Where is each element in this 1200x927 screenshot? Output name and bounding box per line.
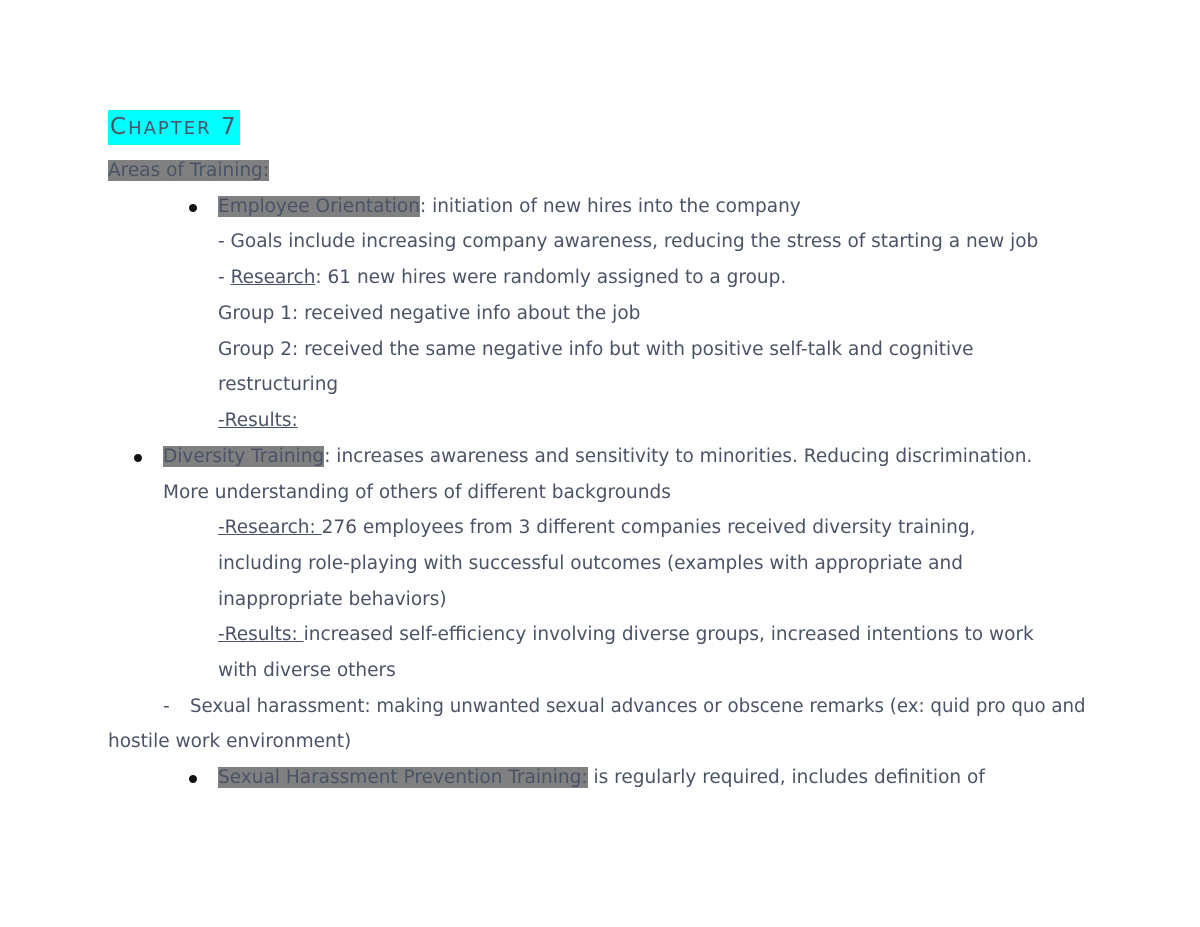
diversity-research-line1 (218, 517, 976, 539)
prevention-definition: is regularly required, includes definition of (587, 767, 985, 788)
diversity-results-line1 (218, 624, 1034, 646)
diversity-results-line2: with diverse others (218, 660, 396, 681)
diversity-term: Diversity Training (163, 446, 325, 467)
orientation-definition: : initiation of new hires into the company (419, 196, 801, 217)
orientation-research-label: Research (230, 267, 316, 288)
diversity-research-text: 276 employees from 3 different companies received diversity training, (321, 517, 976, 538)
chapter-number: 7 (220, 114, 238, 140)
prevention-item (218, 767, 985, 789)
areas-heading (108, 160, 269, 182)
diversity-results-label: -Results: (218, 624, 304, 645)
diversity-definition: : increases awareness and sensitivity to minorities. Reducing discrimination. (324, 446, 1033, 467)
bullet-icon (134, 454, 142, 462)
orientation-results (218, 410, 298, 432)
orientation-goals: - Goals include increasing company awareness, reducing the stress of starting a new job (218, 231, 1039, 252)
orientation-research (218, 267, 786, 289)
chapter-first-letter: C (110, 114, 129, 140)
prevention-term: Sexual Harassment Prevention Training: (218, 767, 588, 788)
orientation-term: Employee Orientation (218, 196, 420, 217)
bullet-icon (189, 775, 197, 783)
orientation-group1: Group 1: received negative info about the job (218, 303, 641, 324)
orientation-item (218, 196, 801, 218)
harassment-line2: hostile work environment) (108, 731, 352, 752)
orientation-research-prefix: - (218, 267, 231, 288)
orientation-group2-line1: Group 2: received the same negative info but with positive self-talk and cognitive (218, 339, 974, 360)
dash-marker: - (163, 696, 170, 717)
diversity-definition-line2: More understanding of others of different backgrounds (163, 482, 671, 503)
diversity-research-label: -Research: (218, 517, 322, 538)
chapter-heading (108, 110, 240, 145)
diversity-research-line3: inappropriate behaviors) (218, 589, 447, 610)
orientation-research-text: : 61 new hires were randomly assigned to a group. (315, 267, 787, 288)
harassment-line1: Sexual harassment: making unwanted sexual advances or obscene remarks (ex: quid pro quo and (190, 696, 1086, 717)
orientation-results-label: -Results: (218, 410, 298, 431)
bullet-icon (189, 204, 197, 212)
orientation-group2-line2: restructuring (218, 374, 339, 395)
diversity-results-text: increased self-efficiency involving diverse groups, increased intentions to work (303, 624, 1034, 645)
chapter-word-rest: HAPTER (128, 118, 212, 139)
diversity-research-line2: including role-playing with successful outcomes (examples with appropriate and (218, 553, 963, 574)
diversity-item (163, 446, 1032, 468)
areas-heading-text: Areas of Training: (108, 160, 270, 181)
